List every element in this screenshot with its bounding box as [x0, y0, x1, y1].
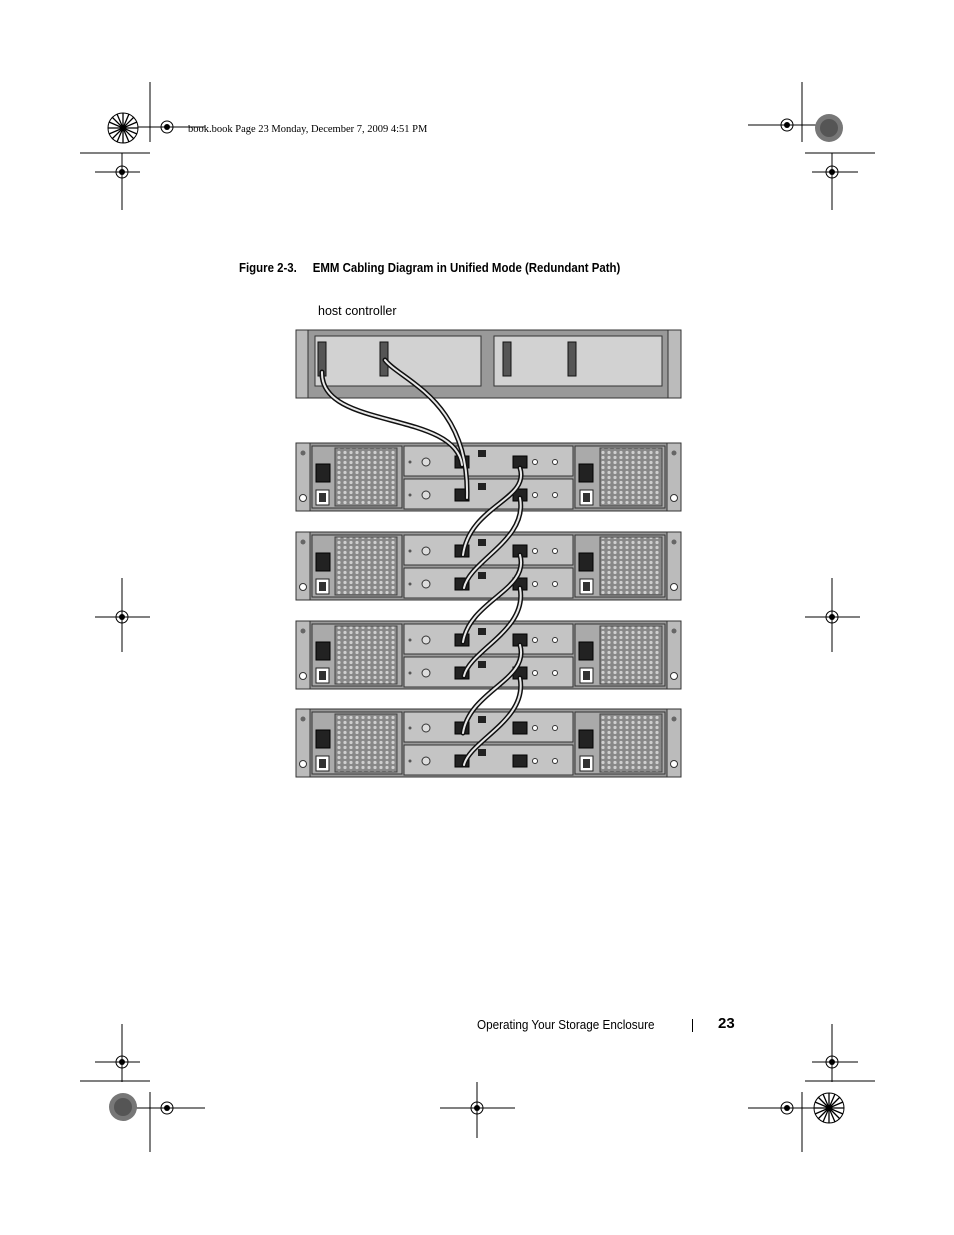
figure-number: Figure 2-3. — [239, 260, 297, 275]
emm-module — [404, 624, 573, 654]
figure-title: EMM Cabling Diagram in Unified Mode (Redundant Path) — [312, 260, 621, 275]
storage-enclosures — [296, 443, 681, 777]
footer-divider — [692, 1019, 693, 1032]
footer-section-title: Operating Your Storage Enclosure — [477, 1017, 655, 1032]
enclosure-unit — [296, 532, 681, 600]
enclosure-unit — [296, 443, 681, 511]
host-controller-callout: host controller — [318, 304, 397, 318]
emm-module — [404, 479, 573, 509]
page-number: 23 — [718, 1015, 735, 1032]
host-controller — [296, 330, 681, 398]
emm-module — [404, 446, 573, 476]
emm-module — [404, 657, 573, 687]
enclosure-unit — [296, 709, 681, 777]
emm-module — [404, 745, 573, 775]
enclosure-unit — [296, 621, 681, 689]
emm-module — [404, 535, 573, 565]
print-header: book.book Page 23 Monday, December 7, 2009 4:51 PM — [188, 124, 428, 135]
emm-module — [404, 568, 573, 598]
